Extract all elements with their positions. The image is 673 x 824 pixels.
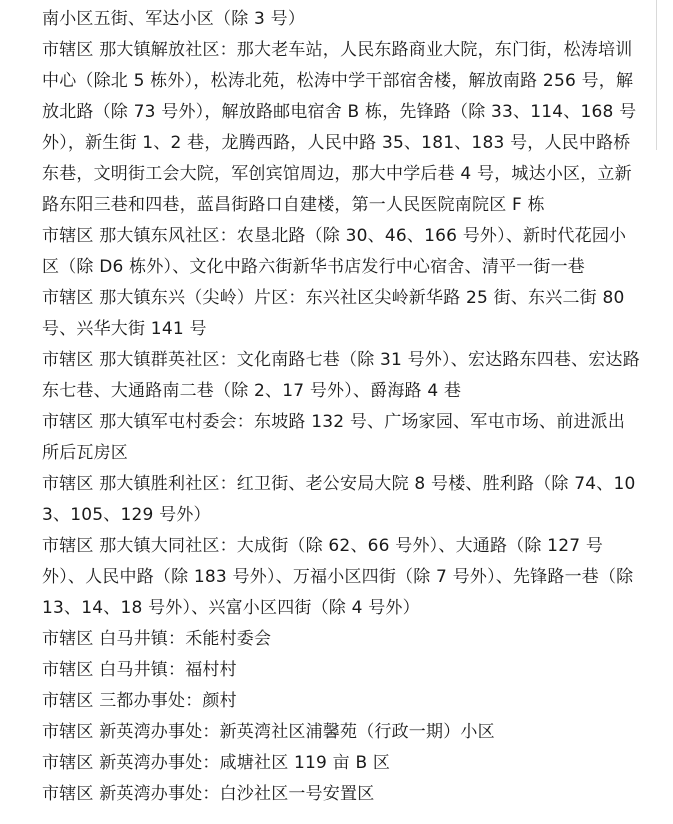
address-entry: 市辖区 那大镇大同社区：大成街（除 62、66 号外）、大通路（除 127 号外）、人民中路（除 183 号外）、万福小区四街（除 7 号外）、先锋路一巷（除 13、14、18 号外）、兴富小区四街（除 4 号外） [42, 536, 634, 618]
address-entry: 市辖区 那大镇东风社区：农垦北路（除 30、46、166 号外）、新时代花园小区（除 D6 栋外）、文化中路六街新华书店发行中心宿舍、清平一街一巷 [42, 226, 627, 277]
address-entry: 市辖区 三都办事处：颜村 [42, 691, 237, 711]
address-entry: 市辖区 白马井镇：福村村 [42, 660, 237, 680]
address-entry: 市辖区 白马井镇：禾能村委会 [42, 629, 272, 649]
address-entry: 市辖区 那大镇军屯村委会：东坡路 132 号、广场家园、军屯市场、前进派出所后瓦房区 [42, 412, 626, 463]
address-entry: 市辖区 那大镇解放社区：那大老车站，人民东路商业大院，东门街，松涛培训中心（除北 5 栋外），松涛北苑，松涛中学干部宿舍楼，解放南路 256 号，解放北路（除 73 号外），解放路邮电宿舍 B 栋，先锋路（除 33、114、168 号外），新生街 1、2 巷，龙腾西路，人民中路 35、181、183 号，人民中路桥东巷，文明街工会大院，军创宾馆周边，那大中学后巷 4 号，城达小区，立新路东阳三巷和四巷，蓝昌街路口自建楼，第一人民医院南院区 F 栋 [42, 40, 637, 215]
address-entry: 市辖区 那大镇群英社区：文化南路七巷（除 31 号外）、宏达路东四巷、宏达路东七巷、大通路南二巷（除 2、17 号外）、爵海路 4 巷 [42, 350, 640, 401]
address-entry: 南小区五街、军达小区（除 3 号） [42, 9, 306, 29]
address-entry: 市辖区 新英湾办事处：新英湾社区浦馨苑（行政一期）小区 [42, 722, 495, 742]
address-entry: 市辖区 那大镇东兴（尖岭）片区：东兴社区尖岭新华路 25 街、东兴二街 80 号、兴华大街 141 号 [42, 288, 625, 339]
address-entry: 市辖区 新英湾办事处：咸塘社区 119 亩 B 区 [42, 753, 391, 773]
page-edge-divider [656, 0, 657, 150]
address-entry: 市辖区 那大镇胜利社区：红卫街、老公安局大院 8 号楼、胜利路（除 74、103、105、129 号外） [42, 474, 636, 525]
address-entry: 市辖区 新英湾办事处：白沙社区一号安置区 [42, 784, 375, 804]
